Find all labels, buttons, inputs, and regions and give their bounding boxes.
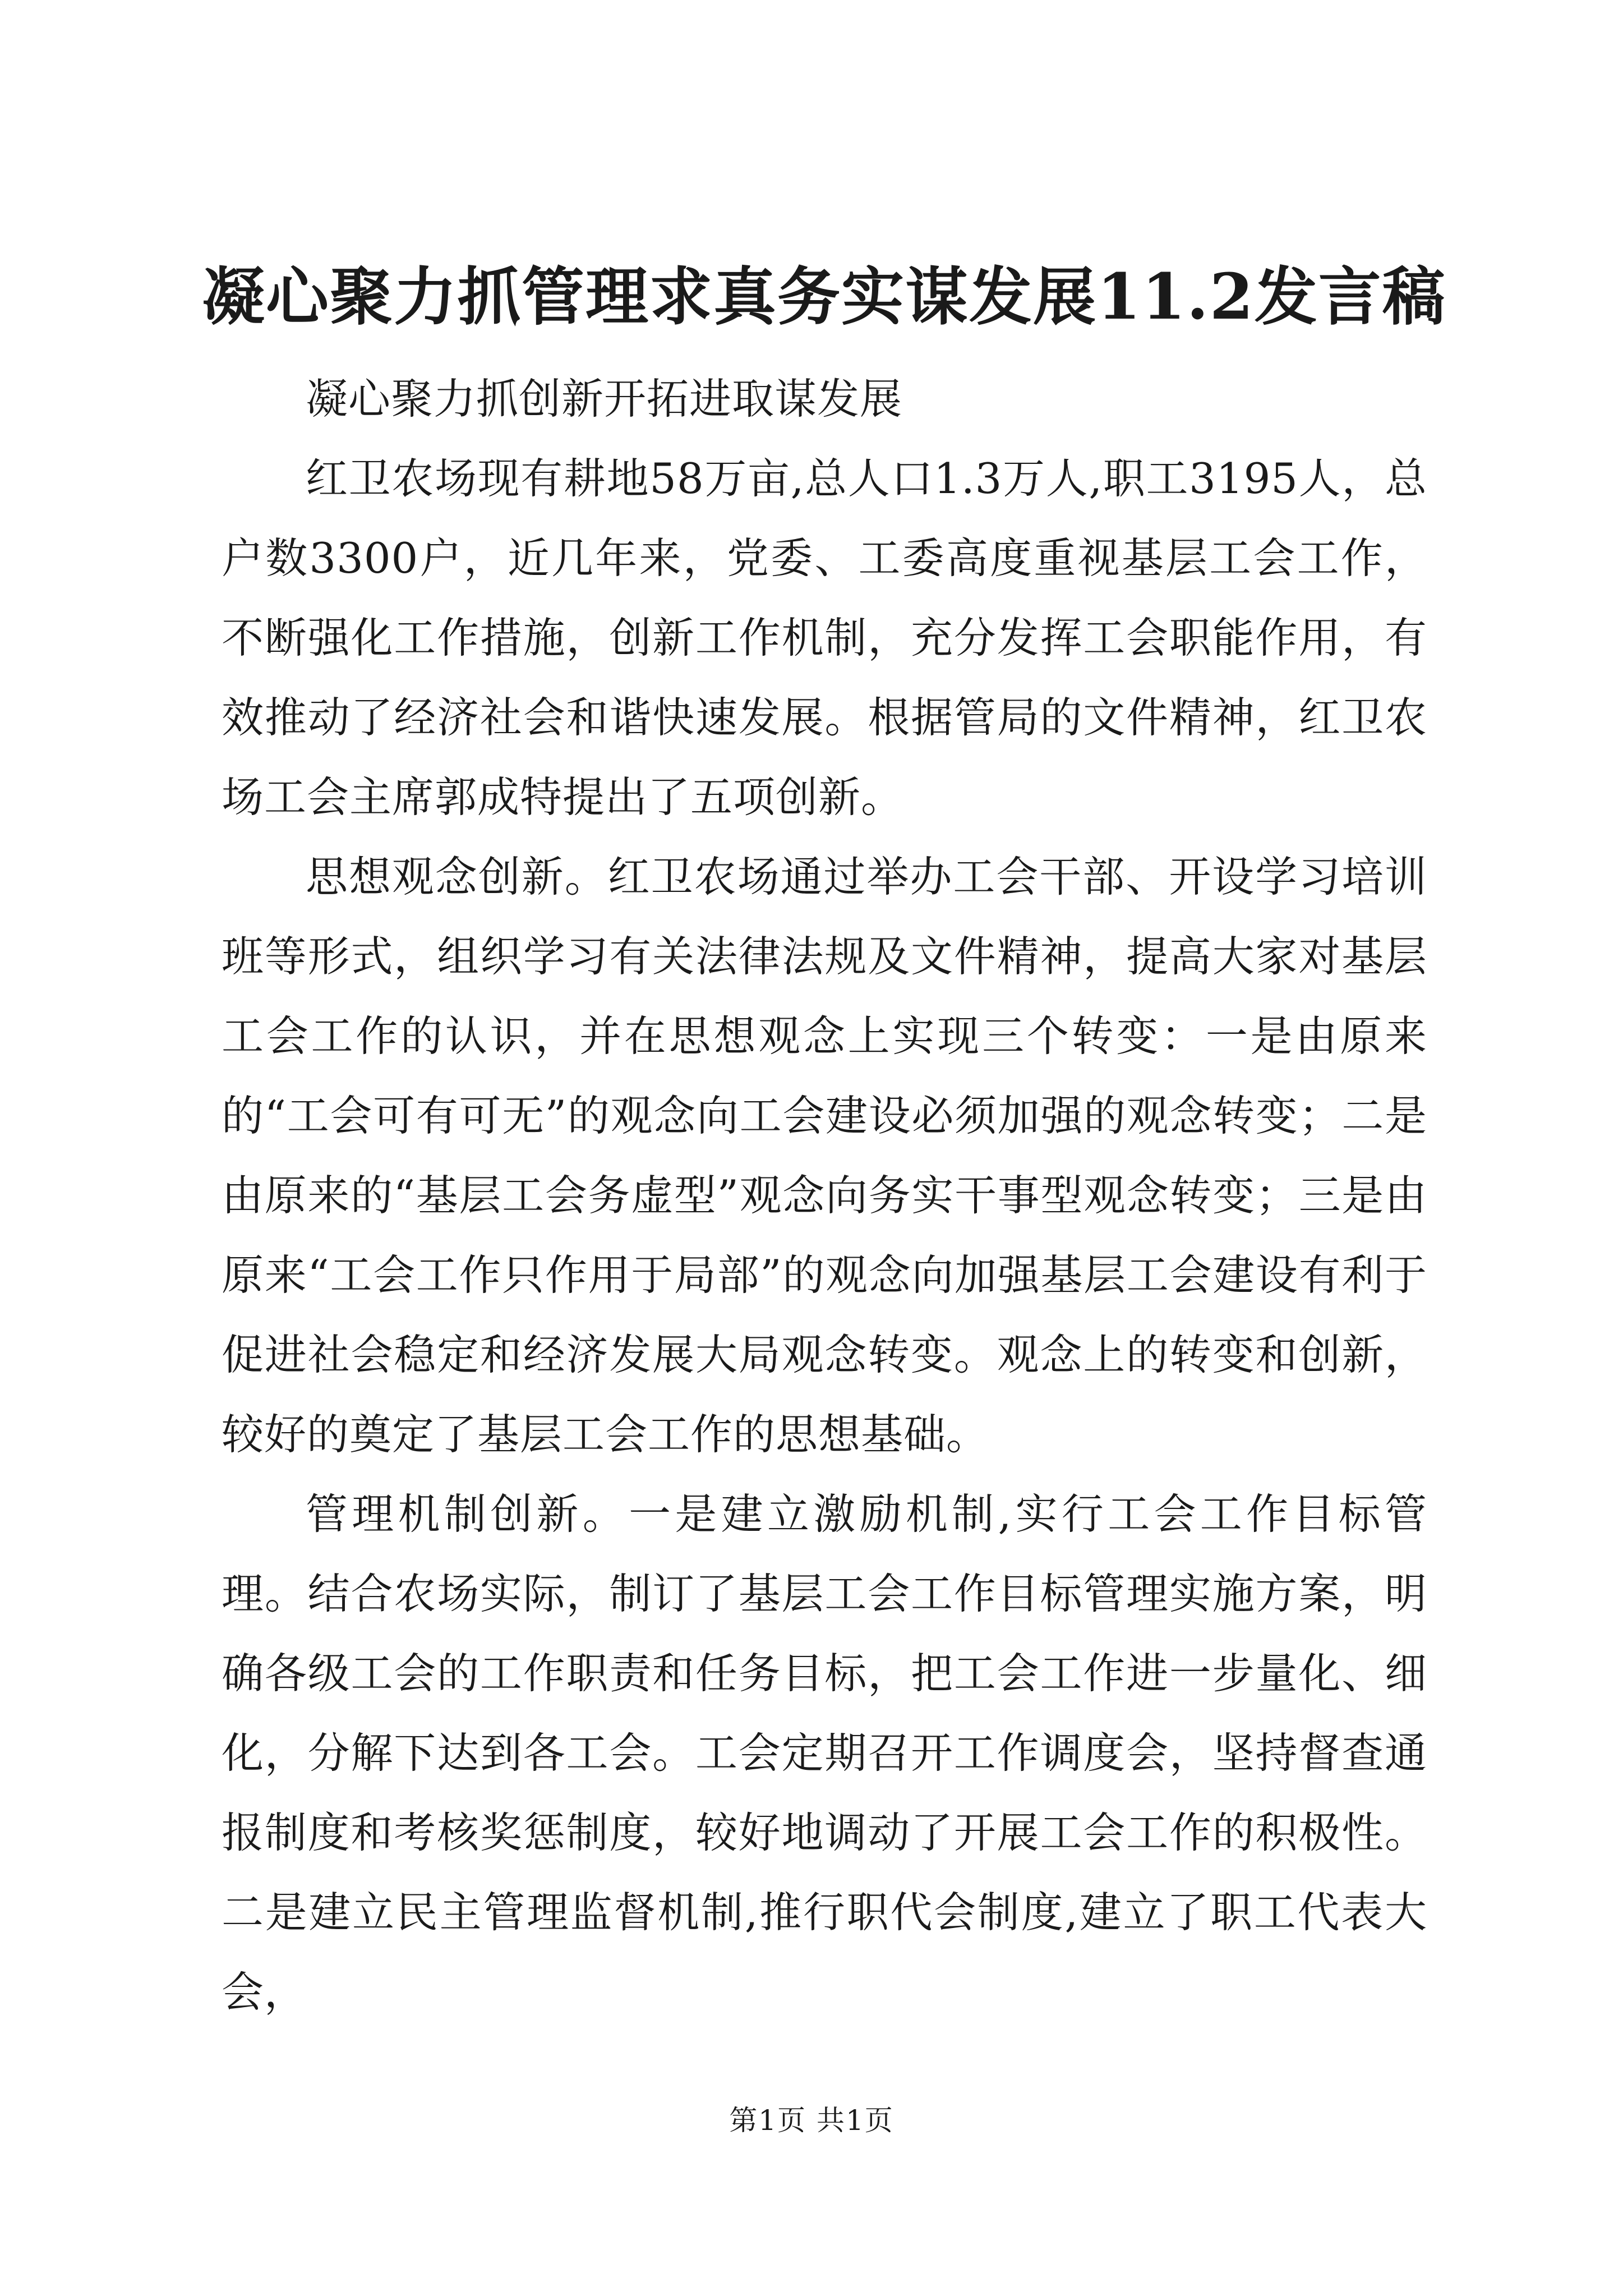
document-body xyxy=(222,359,1427,2032)
document-title: 凝心聚力抓管理求真务实谋发展11.2发言稿 xyxy=(202,260,1446,334)
page-footer: 第1页 共1页 xyxy=(729,2104,894,2137)
paragraph-intro: 红卫农场现有耕地58万亩,总人口1.3万人,职工3195人，总户数3300户，近几年来，党委、工委高度重视基层工会工作，不断强化工作措施，创新工作机制，充分发挥工会职能作用，有效推动了经济社会和谐快速发展。根据管局的文件精神，红卫农场工会主席郭成特提出了五项创新。 xyxy=(222,454,1427,822)
paragraph-management-innovation: 管理机制创新。一是建立激励机制,实行工会工作目标管理。结合农场实际，制订了基层工会工作目标管理实施方案，明确各级工会的工作职责和任务目标，把工会工作进一步量化、细化，分解下达到各工会。工会定期召开工作调度会，坚持督查通报制度和考核奖惩制度，较好地调动了开展工会工作的积极性。二是建立民主管理监督机制,推行职代会制度,建立了职工代表大会， xyxy=(222,1489,1427,2017)
paragraph-subtitle: 凝心聚力抓创新开拓进取谋发展 xyxy=(306,374,903,424)
paragraph-thinking-innovation: 思想观念创新。红卫农场通过举办工会干部、开设学习培训班等形式，组织学习有关法律法规及文件精神，提高大家对基层工会工作的认识，并在思想观念上实现三个转变：一是由原来的“工会可有可无”的观念向工会建设必须加强的观念转变；二是由原来的“基层工会务虚型”观念向务实干事型观念转变；三是由原来“工会工作只作用于局部”的观念向加强基层工会建设有利于促进社会稳定和经济发展大局观念转变。观念上的转变和创新，较好的奠定了基层工会工作的思想基础。 xyxy=(222,852,1427,1459)
